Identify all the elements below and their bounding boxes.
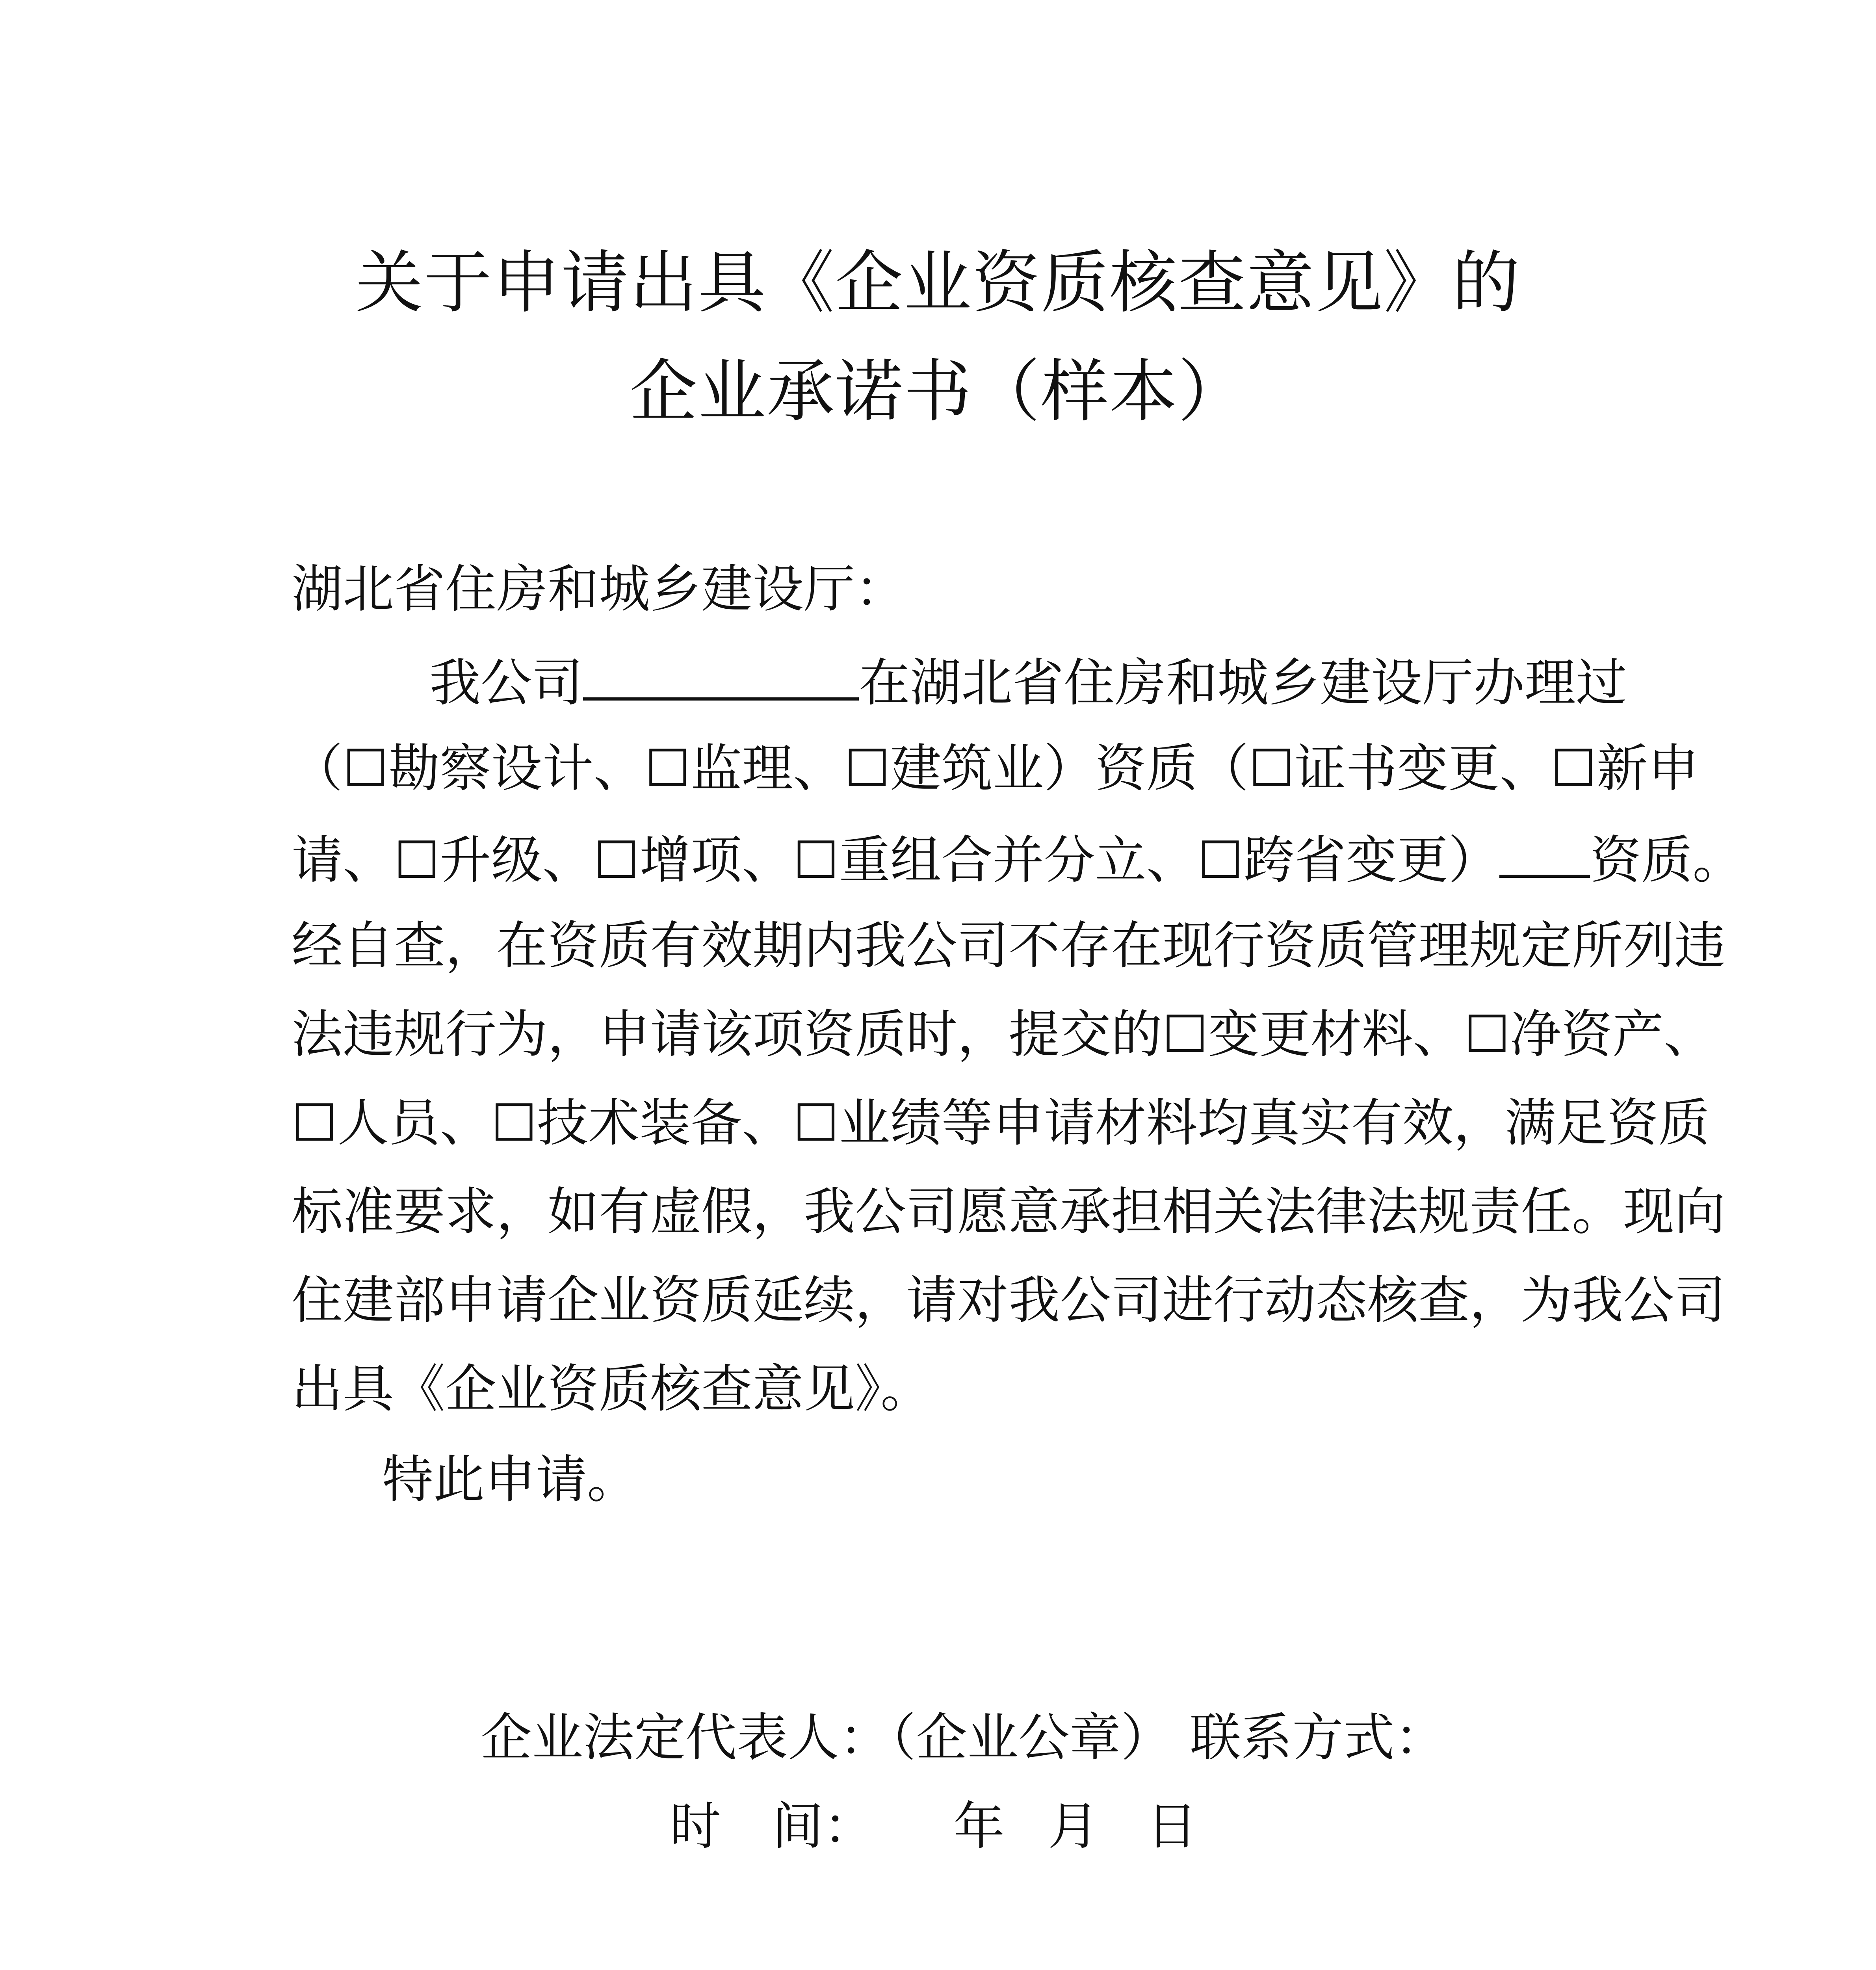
body-line-3-suffix: 资质。 [1590, 830, 1744, 890]
body-line-3-prefix: 请、☐升级、☐增项、☐重组合并分立、☐跨省变更） [292, 830, 1500, 890]
contact-label: 联系方式： [1190, 1708, 1446, 1767]
body-line-3 [292, 830, 1744, 890]
body-line-1-prefix: 我公司 [429, 653, 583, 713]
legal-representative-seal-label: 企业法定代表人：（企业公章） [481, 1708, 1172, 1767]
body-line-9: 出具《企业资质核查意见》。 [292, 1359, 932, 1419]
company-name-blank[interactable] [583, 654, 859, 701]
body-line-8: 住建部申请企业资质延续，请对我公司进行动态核查，为我公司 [292, 1270, 1726, 1330]
body-line-5: 法违规行为，申请该项资质时，提交的☐变更材料、☐净资产、 [292, 1004, 1715, 1064]
document-title-line-1: 关于申请出具《企业资质核查意见》的 [355, 243, 1521, 322]
year-label: 年 [953, 1796, 1005, 1856]
body-line-1 [429, 653, 1627, 713]
time-label: 时 间： [670, 1796, 875, 1856]
closing-statement: 特此申请。 [382, 1450, 639, 1509]
document-title-line-2: 企业承诺书（样本） [630, 352, 1246, 431]
body-line-7: 标准要求，如有虚假，我公司愿意承担相关法律法规责任。现向 [292, 1182, 1726, 1241]
body-line-6: ☐人员、☐技术装备、☐业绩等申请材料均真实有效，满足资质 [292, 1093, 1710, 1153]
qualification-blank[interactable] [1499, 831, 1590, 878]
body-line-2: （☐勘察设计、☐监理、☐建筑业）资质（☐证书变更、☐新申 [292, 738, 1699, 798]
body-line-1-suffix: 在湖北省住房和城乡建设厅办理过 [859, 653, 1627, 713]
day-label: 日 [1146, 1796, 1198, 1856]
salutation: 湖北省住房和城乡建设厅： [292, 559, 906, 619]
month-label: 月 [1048, 1796, 1100, 1856]
body-line-4: 经自查，在资质有效期内我公司不存在现行资质管理规定所列违 [292, 916, 1726, 976]
